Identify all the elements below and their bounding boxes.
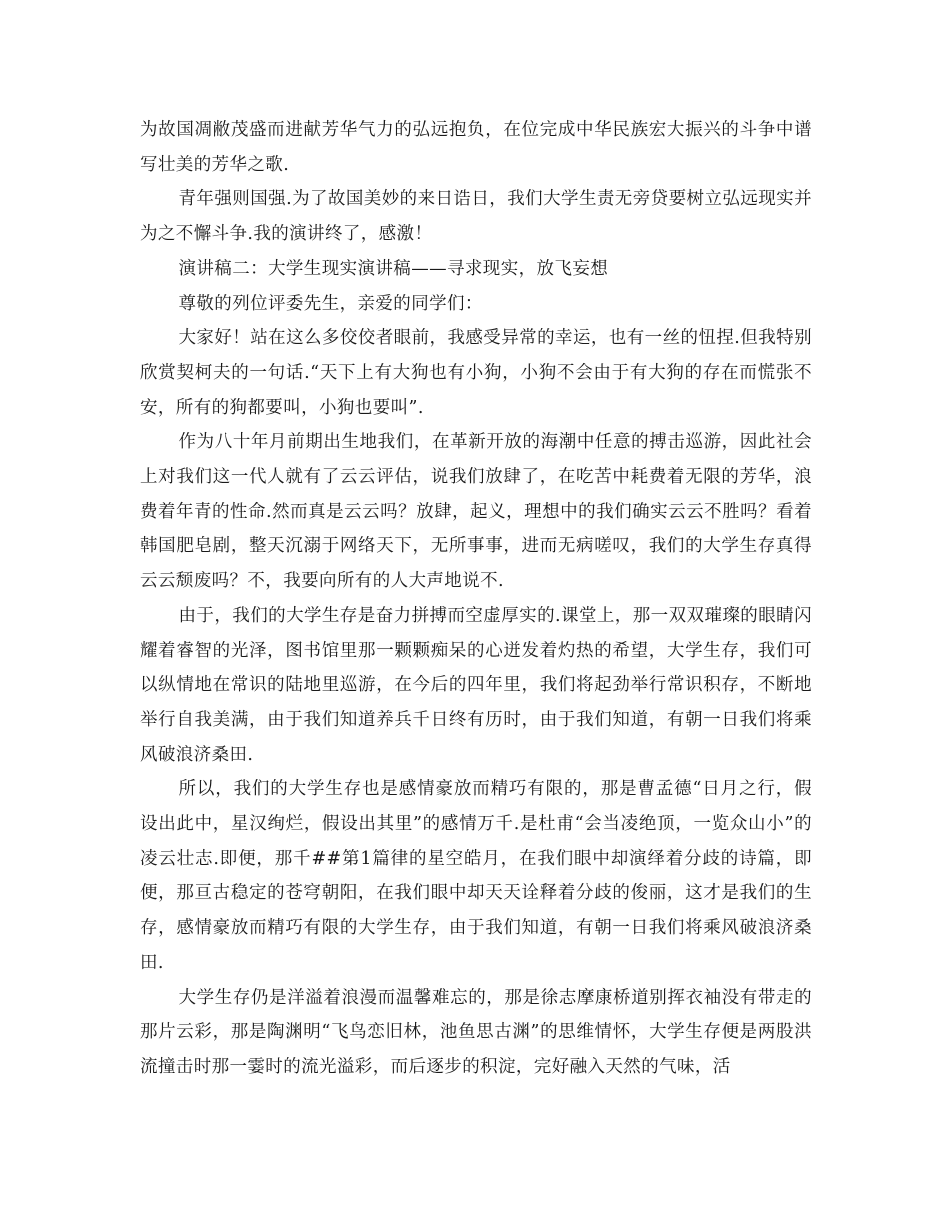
paragraph-generation: 作为八十年月前期出生地我们，在革新开放的海潮中任意的搏击巡游，因此社会上对我们这一代人就有了云云评估，说我们放肆了，在吃苦中耗费着无限的芳华，浪费着年青的性命.然而真是云云吗？放肆，起义，理想中的我们确实云云不胜吗？看着韩国肥皂剧，整天沉溺于网络天下，无所事事，进而无病嗟叹，我们的大学生存真得云云颓废吗？不，我要向所有的人大声地说不. [140,432,812,592]
paragraph-romance: 大学生存仍是洋溢着浪漫而温馨难忘的，那是徐志摩康桥道别挥衣袖没有带走的那片云彩，那是陶渊明“飞鸟恋旧林，池鱼思古渊”的思维情怀，大学生存便是两股洪流撞击时那一霎时的流光溢彩，而后逐步的积淀，完好融入天然的气味，活 [140,987,812,1077]
document-body [140,113,812,1085]
paragraph-study: 由于，我们的大学生存是奋力拼搏而空虚厚实的.课堂上，那一双双璀璨的眼睛闪耀着睿智的光泽，图书馆里那一颗颗痴呆的心迸发着灼热的希望，大学生存，我们可以纵情地在常识的陆地里巡游，在今后的四年里，我们将起劲举行常识积存，不断地举行自我美满，由于我们知道养兵千日终有历时，由于我们知道，有朝一日我们将乘风破浪济桑田. [140,605,812,765]
paragraph-2: 青年强则国强.为了故国美妙的来日诰日，我们大学生责无旁贷要树立弘远现实并为之不懈斗争.我的演讲终了，感激！ [140,189,812,245]
speech-heading: 演讲稿二：大学生现实演讲稿——寻求现实，放飞妄想 [178,258,609,279]
paragraph-1: 为故国凋敝茂盛而进献芳华气力的弘远抱负，在位完成中华民族宏大振兴的斗争中谱写壮美的芳华之歌. [140,120,812,175]
paragraph-greeting: 大家好！站在这么多佼佼者眼前，我感受异常的幸运，也有一丝的忸捏.但我特别欣赏契柯夫的一句话.“天下上有大狗也有小狗，小狗不会由于有大狗的存在而慌张不安，所有的狗都要叫，小狗也要叫”. [140,328,812,418]
salutation: 尊敬的列位评委先生，亲爱的同学们： [178,293,483,314]
paragraph-emotion: 所以，我们的大学生存也是感情豪放而精巧有限的，那是曹孟德“日月之行，假设出此中，星汉绚烂，假设出其里”的感情万千.是杜甫“会当凌绝顶，一览众山小”的凌云壮志.即便，那千##第1篇律的星空皓月，在我们眼中却演绎着分歧的诗篇，即便，那亘古稳定的苍穹朝阳，在我们眼中却天天诠释着分歧的俊丽，这才是我们的生存，感情豪放而精巧有限的大学生存，由于我们知道，有朝一日我们将乘风破浪济桑田. [140,779,812,973]
